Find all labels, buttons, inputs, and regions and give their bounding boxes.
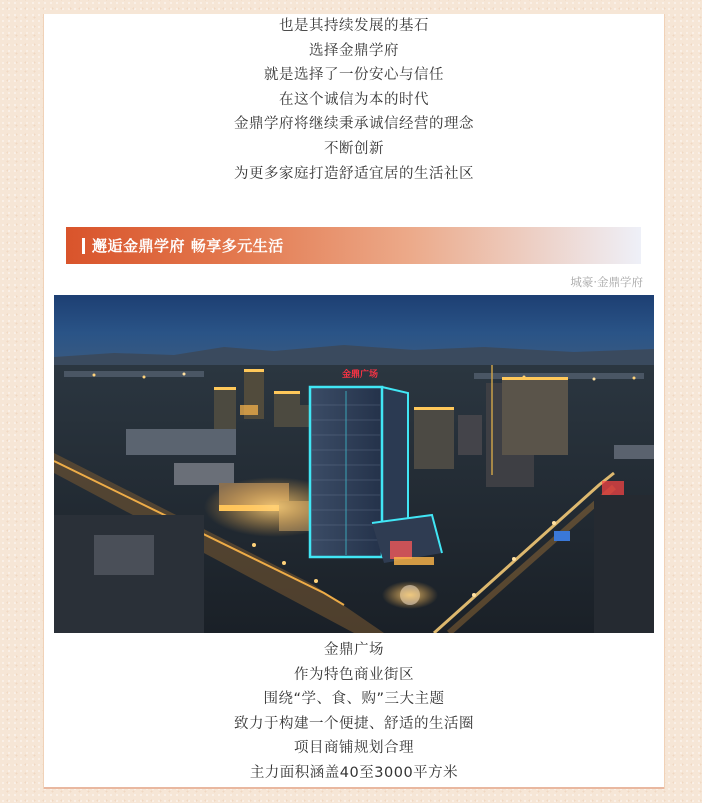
text-line: 围绕“学、食、购”三大主题	[263, 691, 445, 708]
text-line: 项目商铺规划合理	[294, 740, 414, 757]
banner-accent-bar	[82, 238, 85, 254]
intro-text-block	[44, 14, 664, 186]
text-line: 在这个诚信为本的时代	[279, 91, 429, 108]
rooftop-neon-sign: 金鼎广场	[341, 370, 379, 380]
text-line: 金鼎广场	[324, 642, 384, 658]
text-line: 为更多家庭打造舒适宜居的生活社区	[234, 165, 474, 182]
plaza-text-block	[44, 638, 664, 786]
article-card	[43, 14, 665, 789]
text-line: 也是其持续发展的基石	[279, 18, 429, 34]
photo-credit-caption: 城豪·金鼎学府	[570, 275, 643, 289]
card-bottom-divider	[44, 787, 664, 789]
text-line: 不断创新	[324, 140, 384, 157]
text-line: 致力于构建一个便捷、舒适的生活圈	[234, 715, 474, 732]
section-header-banner	[66, 227, 641, 264]
aerial-night-photo	[54, 295, 654, 633]
text-line: 主力面积涵盖40至3000平方米	[249, 764, 459, 781]
text-line: 选择金鼎学府	[309, 42, 399, 59]
section-title: 邂逅金鼎学府 畅享多元生活	[92, 237, 284, 255]
text-line: 作为特色商业街区	[294, 666, 414, 683]
text-line: 金鼎学府将继续秉承诚信经营的理念	[234, 116, 474, 133]
text-line: 就是选择了一份安心与信任	[264, 67, 444, 84]
